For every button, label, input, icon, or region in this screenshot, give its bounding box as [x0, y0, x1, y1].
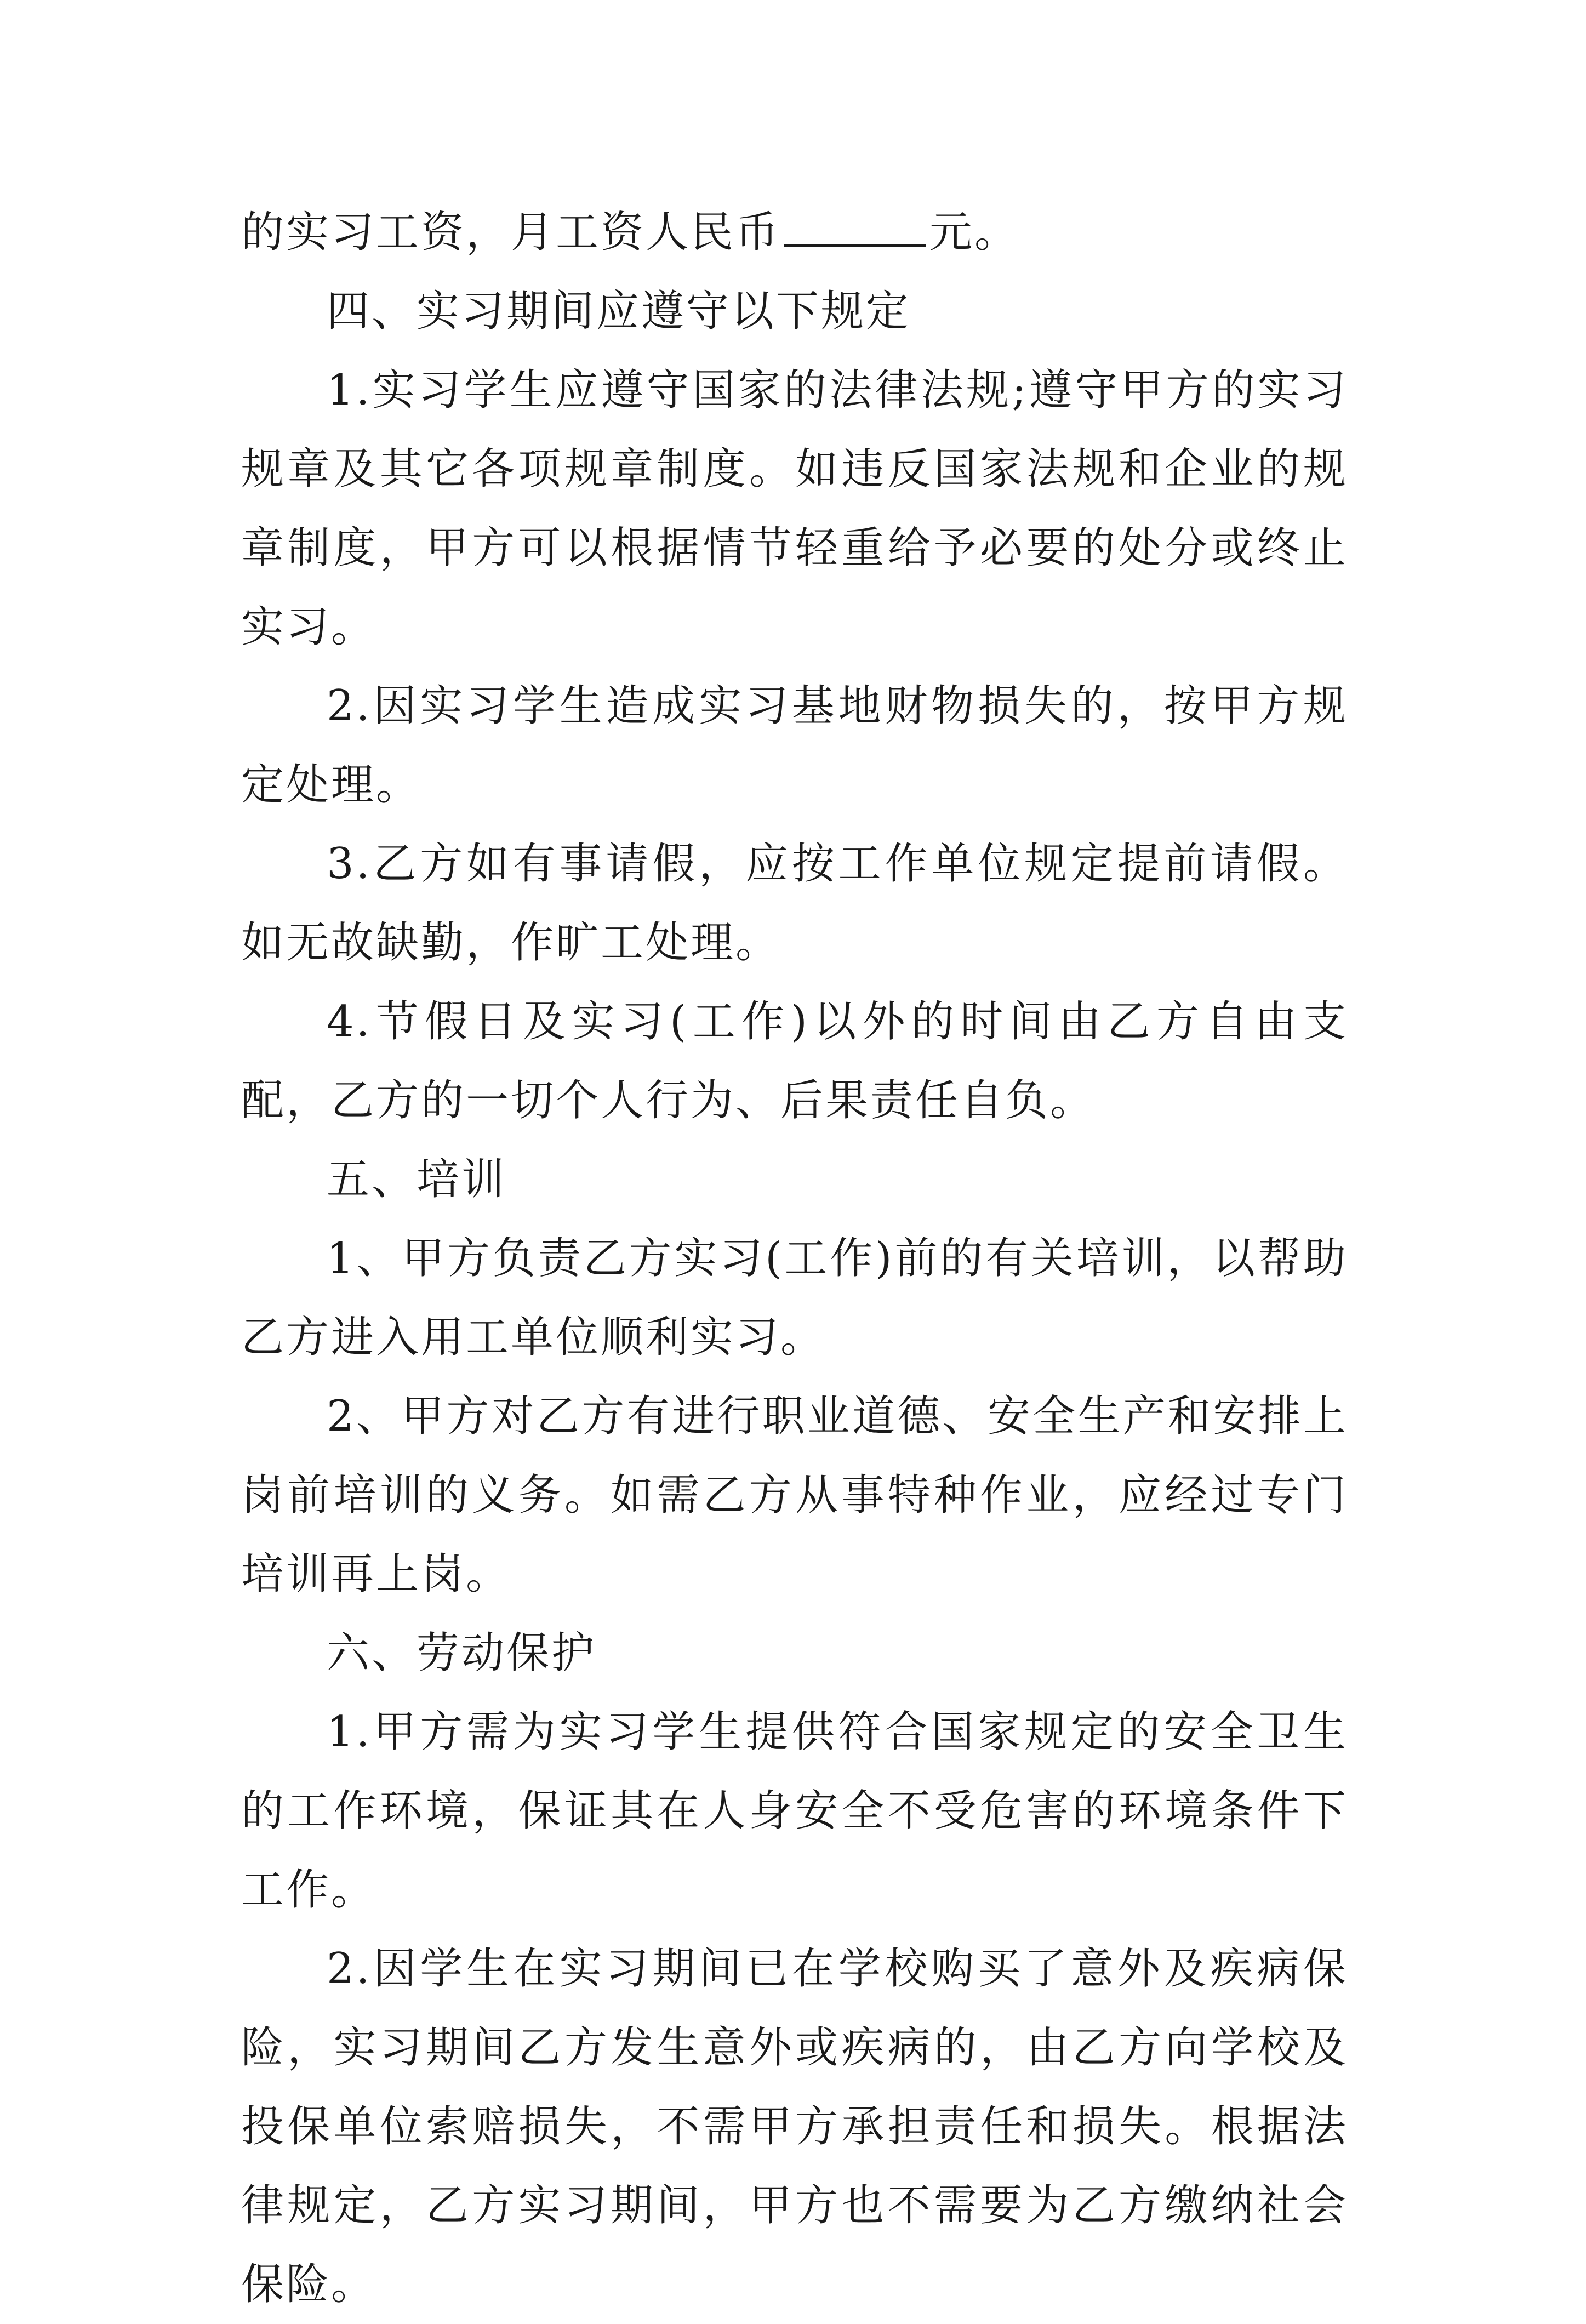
- clause-paragraph: 4.节假日及实习(工作)以外的时间由乙方自由支配，乙方的一切个人行为、后果责任自负。: [241, 997, 1348, 1125]
- clause-paragraph: 1.甲方需为实习学生提供符合国家规定的安全卫生的工作环境，保证其在人身安全不受危害的环境条件下工作。: [241, 1707, 1348, 1915]
- section-heading: 五、培训: [327, 1155, 507, 1204]
- clause-paragraph: 1.实习学生应遵守国家的法律法规;遵守甲方的实习规章及其它各项规章制度。如违反国家法规和企业的规章制度，甲方可以根据情节轻重给予必要的处分或终止实习。: [241, 366, 1348, 652]
- salary-line: [241, 193, 1348, 272]
- clause-paragraph: 2.因学生在实习期间已在学校购买了意外及疾病保险，实习期间乙方发生意外或疾病的，由乙方向学校及投保单位索赔损失，不需甲方承担责任和损失。根据法律规定，乙方实习期间，甲方也不需要为乙方缴纳社会保险。: [241, 1944, 1348, 2309]
- clause-paragraph: 1、甲方负责乙方实习(工作)前的有关培训，以帮助乙方进入用工单位顺利实习。: [241, 1234, 1348, 1362]
- section-heading: 四、实习期间应遵守以下规定: [327, 287, 911, 336]
- clause-paragraph: 2.因实习学生造成实习基地财物损失的，按甲方规定处理。: [241, 681, 1348, 810]
- salary-line-prefix: 的实习工资，月工资人民币: [241, 208, 781, 257]
- clause-paragraph: 2、甲方对乙方有进行职业道德、安全生产和安排上岗前培训的义务。如需乙方从事特种作业，应经过专门培训再上岗。: [241, 1392, 1348, 1599]
- salary-amount-blank: [784, 207, 926, 247]
- salary-line-suffix: 元。: [929, 208, 1020, 257]
- clause-paragraph: 3.乙方如有事请假，应按工作单位规定提前请假。如无故缺勤，作旷工处理。: [241, 839, 1348, 967]
- document-body: [241, 193, 1348, 2324]
- section-heading: 六、劳动保护: [327, 1628, 597, 1678]
